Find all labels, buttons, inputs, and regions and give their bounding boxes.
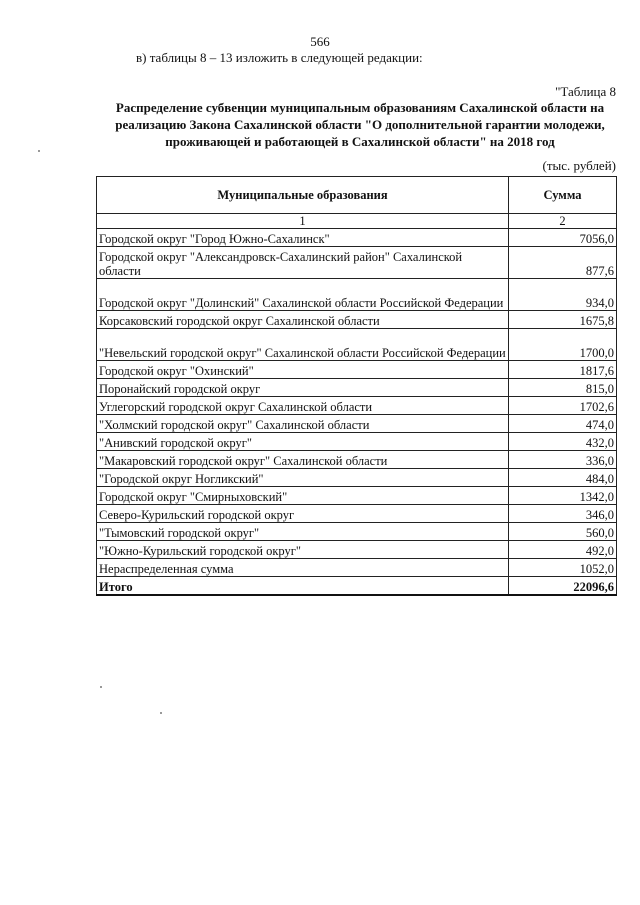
table-row	[97, 433, 617, 451]
municipality-name: Городской округ "Город Южно-Сахалинск"	[97, 229, 509, 247]
municipality-name: "Невельский городской округ" Сахалинской области Российской Федерации	[97, 329, 509, 361]
table-label: "Таблица 8	[555, 84, 616, 99]
sum-value: 815,0	[509, 379, 617, 397]
table-row	[97, 397, 617, 415]
scan-speck	[100, 686, 102, 688]
table-row	[97, 469, 617, 487]
table-header-row	[97, 177, 617, 214]
column-number-2: 2	[509, 214, 617, 229]
sum-value: 1817,6	[509, 361, 617, 379]
municipality-name: "Тымовский городской округ"	[97, 523, 509, 541]
municipality-name: Поронайский городской округ	[97, 379, 509, 397]
municipality-name: "Южно-Курильский городской округ"	[97, 541, 509, 559]
document-title: Распределение субвенции муниципальным образованиям Сахалинской области на реализацию Закона Сахалинской области "О дополнительной гарантии молодежи, проживающей и работающей в Сахалинской области" на 2018 год	[115, 100, 605, 149]
table-row	[97, 329, 617, 361]
sum-value: 336,0	[509, 451, 617, 469]
table-row	[97, 229, 617, 247]
sum-value: 1675,8	[509, 311, 617, 329]
scan-speck	[38, 150, 40, 152]
sum-value: 560,0	[509, 523, 617, 541]
sum-value: 877,6	[509, 247, 617, 279]
sum-value: 1342,0	[509, 487, 617, 505]
municipality-name: "Макаровский городской округ" Сахалинской области	[97, 451, 509, 469]
table-row	[97, 523, 617, 541]
table-row	[97, 379, 617, 397]
municipality-name: Городской округ "Долинский" Сахалинской области Российской Федерации	[97, 279, 509, 311]
column-header-sum: Сумма	[509, 177, 617, 214]
sum-value: 1052,0	[509, 559, 617, 577]
table-row	[97, 559, 617, 577]
unit-label: (тыс. рублей)	[542, 158, 616, 173]
column-number-row	[97, 214, 617, 229]
sum-value: 484,0	[509, 469, 617, 487]
municipality-name: Городской округ "Смирныховский"	[97, 487, 509, 505]
municipality-name: Северо-Курильский городской округ	[97, 505, 509, 523]
municipality-name: "Городской округ Ногликский"	[97, 469, 509, 487]
sum-value: 432,0	[509, 433, 617, 451]
municipality-name: "Холмский городской округ" Сахалинской области	[97, 415, 509, 433]
municipality-name: Корсаковский городской округ Сахалинской области	[97, 311, 509, 329]
page-number: 566	[310, 34, 330, 49]
sum-value: 934,0	[509, 279, 617, 311]
table-row	[97, 541, 617, 559]
municipality-name: Городской округ "Александровск-Сахалинский район" Сахалинской области	[97, 247, 509, 279]
municipality-name: Углегорский городской округ Сахалинской области	[97, 397, 509, 415]
sum-value: 474,0	[509, 415, 617, 433]
table-row	[97, 451, 617, 469]
total-label: Итого	[97, 577, 509, 596]
column-number-1: 1	[97, 214, 509, 229]
table-row	[97, 311, 617, 329]
table-row	[97, 247, 617, 279]
table-row	[97, 505, 617, 523]
sum-value: 1702,6	[509, 397, 617, 415]
table-row	[97, 487, 617, 505]
intro-text: в) таблицы 8 – 13 изложить в следующей редакции:	[136, 50, 423, 65]
distribution-table	[96, 176, 617, 596]
municipality-name: Нераспределенная сумма	[97, 559, 509, 577]
total-row	[97, 577, 617, 596]
municipality-name: "Анивский городской округ"	[97, 433, 509, 451]
sum-value: 346,0	[509, 505, 617, 523]
sum-value: 7056,0	[509, 229, 617, 247]
table-row	[97, 279, 617, 311]
total-sum: 22096,6	[509, 577, 617, 596]
sum-value: 492,0	[509, 541, 617, 559]
sum-value: 1700,0	[509, 329, 617, 361]
column-header-municipalities: Муниципальные образования	[97, 177, 509, 214]
table-row	[97, 361, 617, 379]
table-row	[97, 415, 617, 433]
municipality-name: Городской округ "Охинский"	[97, 361, 509, 379]
scan-speck	[160, 712, 162, 714]
